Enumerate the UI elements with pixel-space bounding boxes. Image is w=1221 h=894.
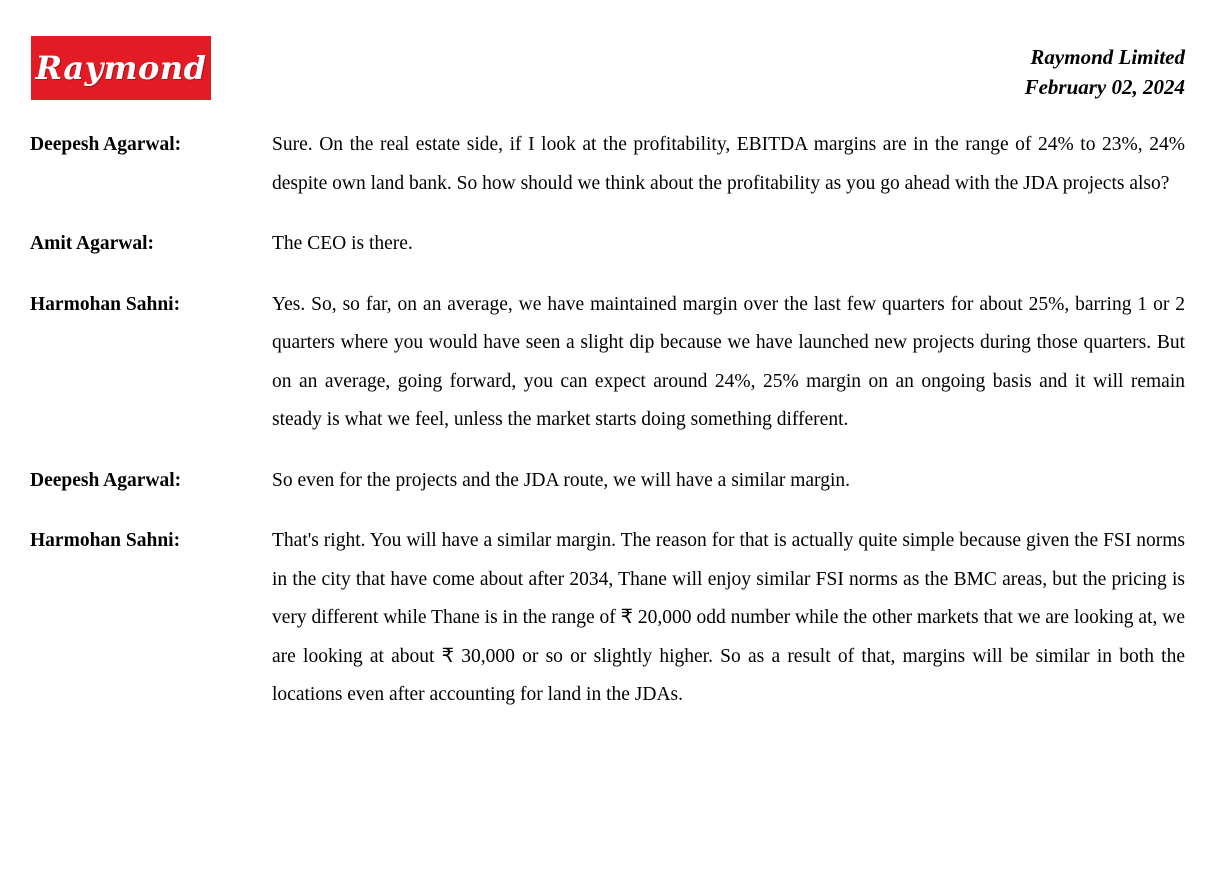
speech-text: That's right. You will have a similar margin. The reason for that is actually quite simple because given the FSI norms in the city that have come about after 2034, Thane will enjoy similar FSI norms as the BMC areas, but the pricing is very different while Thane is in the range of ₹ 20,000 odd number while the other markets that we are looking at, we are looking at about ₹ 30,000 or so or slightly higher. So as a result of that, margins will be similar in both the locations even after accounting for land in the JDAs. [272, 530, 1185, 705]
logo-text: Raymond [35, 49, 207, 87]
header-meta [1025, 42, 1185, 102]
speaker-name: Harmohan Sahni: [30, 293, 181, 315]
raymond-logo [31, 36, 211, 100]
speech-text: The CEO is there. [272, 233, 413, 254]
company-name: Raymond Limited [1030, 45, 1185, 69]
speaker-name: Deepesh Agarwal: [30, 469, 182, 491]
transcript-entry [0, 286, 1221, 440]
speech-text: Sure. On the real estate side, if I look at the profitability, EBITDA margins are in the range of 24% to 23%, 24% despite own land bank. So how should we think about the profitability as you go ahead with the JDA projects also? [272, 134, 1185, 194]
transcript-entry [0, 522, 1221, 715]
page-header [0, 34, 1221, 112]
transcript-entry [0, 462, 1221, 501]
speech-text: Yes. So, so far, on an average, we have maintained margin over the last few quarters for about 25%, barring 1 or 2 quarters where you would have seen a slight dip because we have launched new projects during those quarters. But on an average, going forward, you can expect around 24%, 25% margin on an ongoing basis and it will remain steady is what we feel, unless the market starts doing something different. [272, 293, 1185, 430]
speech-text: So even for the projects and the JDA route, we will have a similar margin. [272, 469, 850, 491]
transcript-entry [0, 126, 1221, 203]
transcript-body [0, 126, 1221, 737]
speaker-name: Harmohan Sahni: [30, 530, 181, 551]
document-date: February 02, 2024 [1024, 75, 1185, 99]
speaker-name: Deepesh Agarwal: [30, 134, 182, 155]
speaker-name: Amit Agarwal: [30, 233, 155, 254]
transcript-entry [0, 225, 1221, 264]
